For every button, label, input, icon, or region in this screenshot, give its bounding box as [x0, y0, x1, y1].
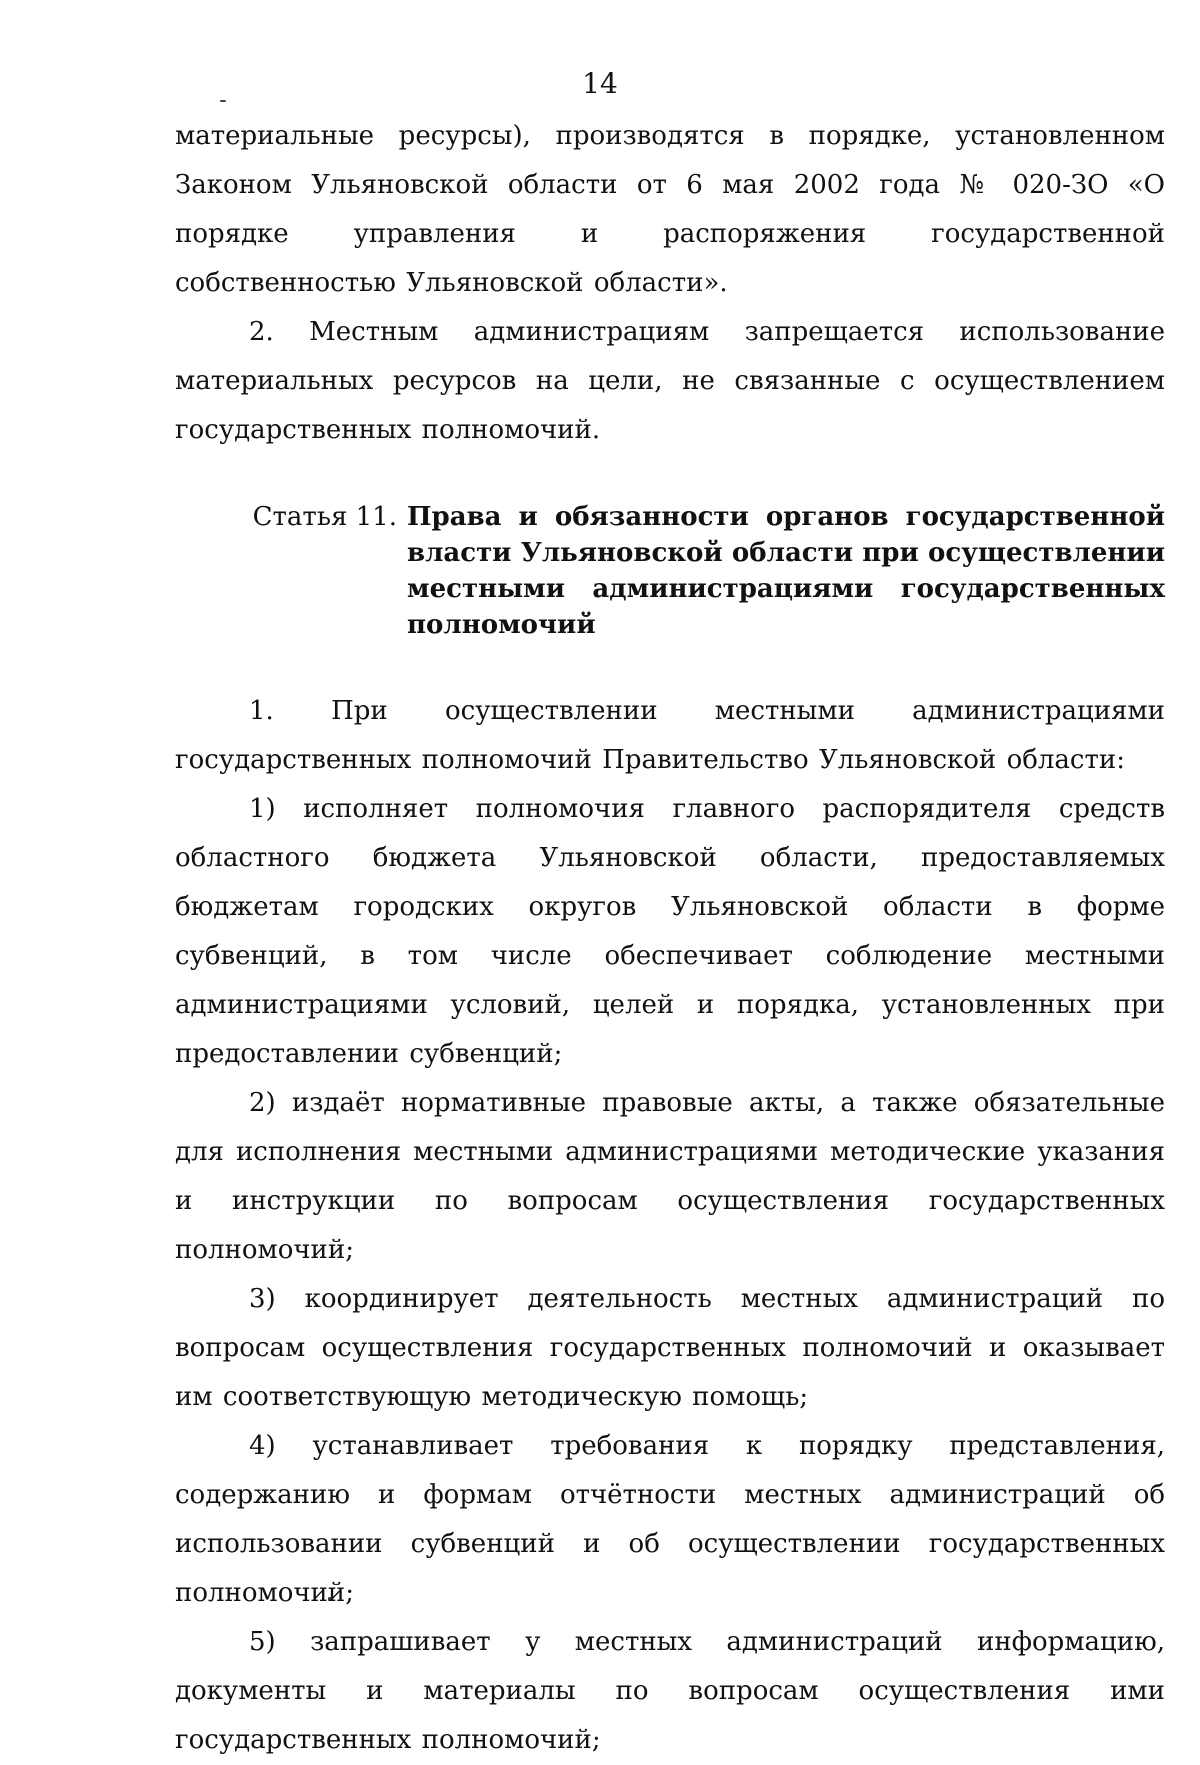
article-title: Права и обязанности органов государственной власти Ульяновской области при осуществлении местными администрациями государственных полномочий	[407, 502, 1165, 640]
article-heading	[175, 499, 1165, 643]
document-body	[175, 112, 1165, 1765]
paragraph-2: 2. Местным администрациям запрещается использование материальных ресурсов на цели, не связанные с осуществлением государственных полномочий.	[175, 317, 1165, 445]
scan-mark-top	[220, 100, 226, 102]
subitem-3: 3) координирует деятельность местных администраций по вопросам осуществления государственных полномочий и оказывает им соответствующую методическую помощь;	[175, 1284, 1165, 1412]
subitem-2: 2) издаёт нормативные правовые акты, а также обязательные для исполнения местными администрациями методические указания и инструкции по вопросам осуществления государственных полномочий;	[175, 1088, 1165, 1265]
paragraph-continuation: материальные ресурсы), производятся в порядке, установленном Законом Ульяновской области от 6 мая 2002 года № 020-ЗО «О порядке управления и распоряжения государственной собственностью Ульяновской области».	[175, 121, 1165, 298]
article-item-1: 1. При осуществлении местными администрациями государственных полномочий Правительство Ульяновской области:	[175, 696, 1165, 775]
subitem-4: 4) устанавливает требования к порядку представления, содержанию и формам отчётности местных администраций об использовании субвенций и об осуществлении государственных полномочий;	[175, 1431, 1165, 1608]
subitem-1: 1) исполняет полномочия главного распорядителя средств областного бюджета Ульяновской области, предоставляемых бюджетам городских округов Ульяновской области в форме субвенций, в том числе обеспечивает соблюдение местными администрациями условий, целей и порядка, установленных при предоставлении субвенций;	[175, 794, 1165, 1069]
page-number: 14	[582, 67, 618, 100]
article-label: Статья 11.	[252, 502, 397, 532]
subitem-5: 5) запрашивает у местных администраций информацию, документы и материалы по вопросам осуществления ими государственных полномочий;	[175, 1627, 1165, 1755]
